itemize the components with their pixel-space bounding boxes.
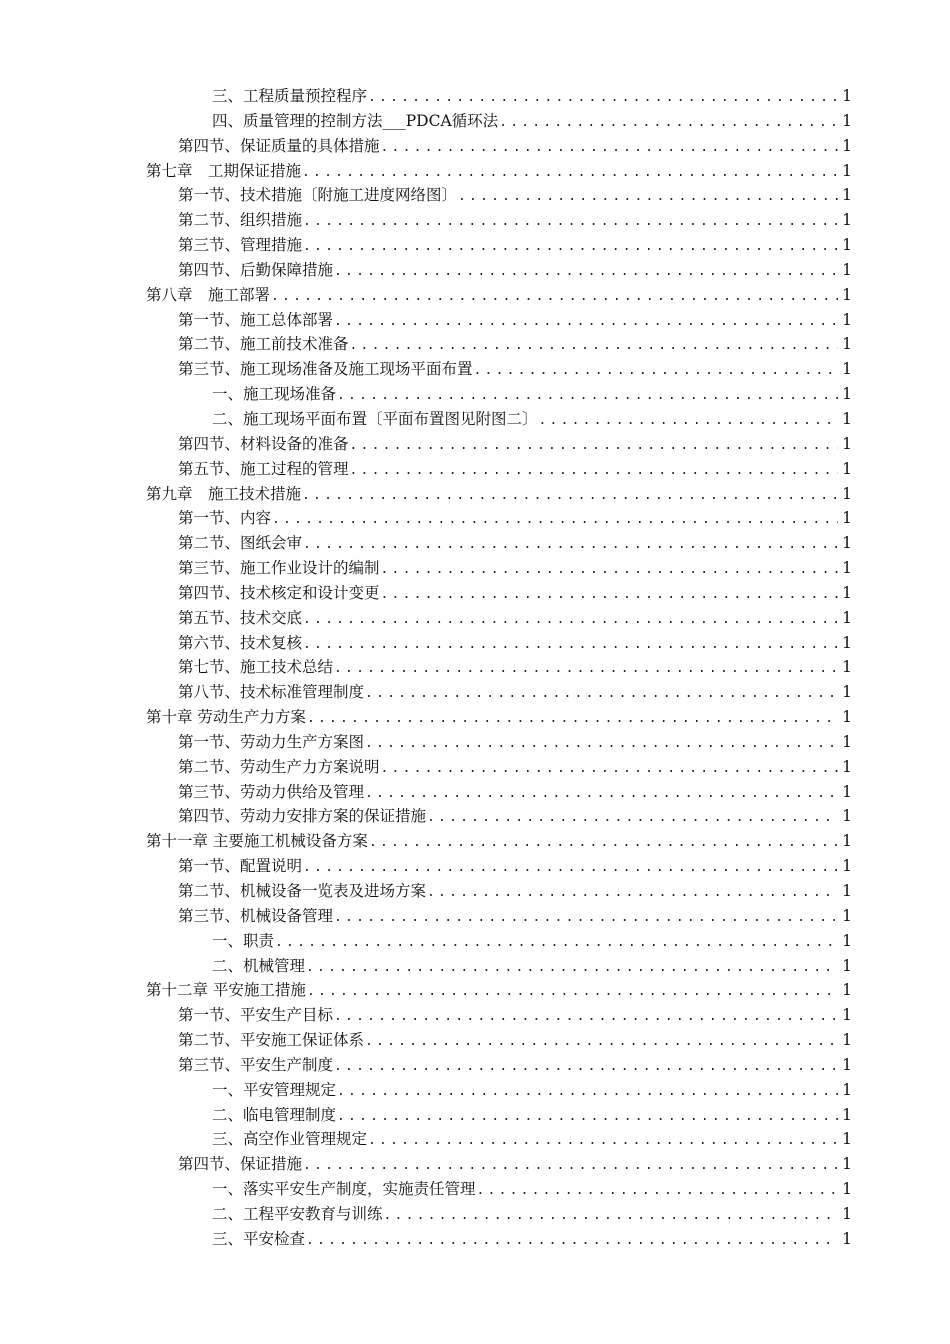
- toc-dot-leader: [337, 1080, 838, 1105]
- toc-entry-title: 一、落实平安生产制度，实施责任管理: [212, 1180, 476, 1199]
- toc-section-entry[interactable]: [146, 308, 852, 333]
- toc-section-entry[interactable]: [146, 183, 852, 208]
- toc-page-number: 1: [842, 782, 852, 801]
- toc-page-number: 1: [842, 732, 852, 751]
- toc-section-entry[interactable]: [146, 680, 852, 705]
- toc-entry-title: 第三节、管理措施: [178, 236, 303, 255]
- toc-chapter-entry[interactable]: [146, 978, 852, 1003]
- toc-page-number: 1: [842, 807, 852, 826]
- toc-entry-title: 第二节、图纸会审: [178, 534, 303, 553]
- toc-page-number: 1: [842, 136, 852, 155]
- toc-entry-title: 第六节、技术复核: [178, 633, 303, 652]
- toc-dot-leader: [271, 285, 838, 310]
- toc-page-number: 1: [842, 832, 852, 851]
- toc-section-entry[interactable]: [146, 631, 852, 656]
- toc-dot-leader: [365, 782, 838, 807]
- toc-page-number: 1: [842, 708, 852, 727]
- toc-page-number: 1: [842, 956, 852, 975]
- toc-entry-title: 第九章 施工技术措施: [146, 484, 302, 503]
- toc-entry-title: 第二节、机械设备一览表及进场方案: [178, 882, 427, 900]
- toc-dot-leader: [384, 1204, 838, 1229]
- toc-dot-leader: [303, 608, 838, 633]
- toc-section-entry[interactable]: [146, 1053, 852, 1078]
- toc-section-entry[interactable]: [146, 233, 852, 258]
- toc-dot-leader: [307, 980, 838, 1005]
- toc-page-number: 1: [842, 285, 852, 304]
- toc-entry-title: 第三节、平安生产制度: [178, 1055, 334, 1074]
- toc-dot-leader: [307, 707, 838, 732]
- toc-page-number: 1: [842, 857, 852, 876]
- toc-entry-title: 第八节、技术标准管理制度: [178, 683, 365, 702]
- toc-chapter-entry[interactable]: [146, 159, 852, 184]
- toc-page-number: 1: [842, 211, 852, 230]
- toc-subsection-entry[interactable]: [146, 1202, 852, 1227]
- toc-entry-title: 第七章 工期保证措施: [146, 161, 302, 180]
- toc-subsection-entry[interactable]: [146, 929, 852, 954]
- toc-dot-leader: [334, 906, 838, 931]
- toc-subsection-entry[interactable]: [146, 407, 852, 432]
- toc-page-number: 1: [842, 385, 852, 404]
- toc-dot-leader: [365, 732, 838, 757]
- toc-section-entry[interactable]: [146, 730, 852, 755]
- toc-entry-title: 第十一章 主要施工机械设备方案: [146, 832, 368, 851]
- toc-entry-title: 第三节、劳动力供给及管理: [178, 782, 365, 801]
- toc-section-entry[interactable]: [146, 432, 852, 457]
- toc-entry-title: 第二节、施工前技术准备: [178, 335, 349, 354]
- toc-section-entry[interactable]: [146, 879, 852, 904]
- toc-dot-leader: [337, 1105, 838, 1130]
- toc-entry-title: 二、工程平安教育与训练: [212, 1204, 383, 1223]
- toc-entry-title: 第十二章 平安施工措施: [146, 981, 306, 1000]
- toc-dot-leader: [381, 136, 838, 161]
- toc-entry-title: 第十章 劳动生产力方案: [146, 708, 306, 727]
- toc-dot-leader: [303, 533, 838, 558]
- toc-entry-title: 四、质量管理的控制方法___PDCA循环法: [212, 111, 499, 130]
- toc-entry-title: 一、平安管理规定: [212, 1080, 337, 1099]
- toc-dot-leader: [427, 881, 838, 906]
- toc-dot-leader: [337, 384, 838, 409]
- toc-dot-leader: [539, 409, 838, 434]
- toc-dot-leader: [474, 359, 838, 384]
- toc-section-entry[interactable]: [146, 581, 852, 606]
- toc-page-number: 1: [842, 1080, 852, 1099]
- toc-section-entry[interactable]: [146, 655, 852, 680]
- toc-entry-title: 第八章 施工部署: [146, 285, 271, 304]
- toc-dot-leader: [334, 1055, 838, 1080]
- toc-entry-title: 三、高空作业管理规定: [212, 1130, 368, 1149]
- toc-page-number: 1: [842, 360, 852, 379]
- toc-page-number: 1: [842, 559, 852, 578]
- toc-entry-title: 一、施工现场准备: [212, 385, 337, 404]
- toc-entry-title: 二、机械管理: [212, 956, 306, 975]
- toc-entry-title: 第四节、材料设备的准备: [178, 434, 349, 453]
- toc-dot-leader: [303, 856, 838, 881]
- toc-section-entry[interactable]: [146, 804, 852, 829]
- toc-dot-leader: [334, 1005, 838, 1030]
- toc-section-entry[interactable]: [146, 755, 852, 780]
- toc-entry-title: 第一节、施工总体部署: [178, 310, 334, 329]
- toc-page-number: 1: [842, 1180, 852, 1199]
- toc-section-entry[interactable]: [146, 780, 852, 805]
- toc-section-entry[interactable]: [146, 208, 852, 233]
- toc-subsection-entry[interactable]: [146, 1078, 852, 1103]
- toc-chapter-entry[interactable]: [146, 829, 852, 854]
- toc-page-number: 1: [842, 931, 852, 950]
- toc-entry-title: 二、临电管理制度: [212, 1105, 337, 1124]
- toc-entry-title: 第五节、技术交底: [178, 608, 303, 627]
- toc-dot-leader: [350, 334, 838, 359]
- toc-dot-leader: [302, 484, 838, 509]
- toc-section-entry[interactable]: [146, 357, 852, 382]
- toc-dot-leader: [303, 210, 838, 235]
- toc-page-number: 1: [842, 161, 852, 180]
- toc-page-number: 1: [842, 409, 852, 428]
- toc-page-number: 1: [842, 534, 852, 553]
- toc-section-entry[interactable]: [146, 332, 852, 357]
- toc-page-number: 1: [842, 335, 852, 354]
- toc-entry-title: 一、职责: [212, 931, 275, 950]
- toc-entry-title: 第三节、施工作业设计的编制: [178, 559, 380, 578]
- toc-section-entry[interactable]: [146, 457, 852, 482]
- toc-dot-leader: [381, 558, 838, 583]
- toc-page-number: 1: [842, 1130, 852, 1149]
- toc-page-number: 1: [842, 1055, 852, 1074]
- toc-page-number: 1: [842, 608, 852, 627]
- toc-entry-title: 第一节、劳动力生产方案图: [178, 732, 365, 751]
- toc-page-number: 1: [842, 434, 852, 453]
- toc-subsection-entry[interactable]: [146, 1127, 852, 1152]
- toc-page-number: 1: [842, 981, 852, 1000]
- toc-section-entry[interactable]: [146, 531, 852, 556]
- toc-dot-leader: [365, 1030, 838, 1055]
- toc-entry-title: 第一节、内容: [178, 509, 272, 528]
- toc-entry-title: 二、施工现场平面布置〔平面布置图见附图二〕: [212, 409, 538, 428]
- toc-chapter-entry[interactable]: [146, 283, 852, 308]
- toc-page-number: 1: [842, 633, 852, 652]
- toc-section-entry[interactable]: [146, 854, 852, 879]
- toc-dot-leader: [350, 434, 838, 459]
- toc-page-number: 1: [842, 683, 852, 702]
- toc-entry-title: 第三节、机械设备管理: [178, 906, 334, 925]
- toc-entry-title: 第四节、保证措施: [178, 1155, 303, 1174]
- toc-entry-title: 第一节、配置说明: [178, 857, 303, 876]
- toc-page-number: 1: [842, 260, 852, 279]
- toc-entry-title: 第三节、施工现场准备及施工现场平面布置: [178, 360, 473, 379]
- toc-dot-leader: [306, 1229, 838, 1254]
- toc-entry-title: 第七节、施工技术总结: [178, 658, 334, 677]
- toc-page-number: 1: [842, 111, 852, 130]
- toc-page-number: 1: [842, 1031, 852, 1050]
- toc-entry-title: 第五节、施工过程的管理: [178, 459, 349, 478]
- toc-page-number: 1: [842, 1006, 852, 1025]
- toc-entry-title: 第四节、后勤保障措施: [178, 260, 334, 279]
- toc-page-number: 1: [842, 1204, 852, 1223]
- toc-dot-leader: [302, 161, 838, 186]
- toc-page-number: 1: [842, 1105, 852, 1124]
- toc-chapter-entry[interactable]: [146, 705, 852, 730]
- toc-page-number: 1: [842, 583, 852, 602]
- toc-page-number: 1: [842, 509, 852, 528]
- toc-dot-leader: [334, 310, 838, 335]
- toc-entry-title: 第二节、组织措施: [178, 211, 303, 230]
- toc-chapter-entry[interactable]: [146, 482, 852, 507]
- toc-section-entry[interactable]: [146, 1028, 852, 1053]
- toc-entry-title: 第四节、技术核定和设计变更: [178, 583, 380, 602]
- toc-subsection-entry[interactable]: [146, 1103, 852, 1128]
- toc-section-entry[interactable]: [146, 556, 852, 581]
- toc-page-number: 1: [842, 1155, 852, 1174]
- toc-section-entry[interactable]: [146, 134, 852, 159]
- toc-page-number: 1: [842, 236, 852, 255]
- toc-dot-leader: [306, 956, 838, 981]
- toc-dot-leader: [381, 583, 838, 608]
- toc-page-number: 1: [842, 757, 852, 776]
- toc-section-entry[interactable]: [146, 1003, 852, 1028]
- toc-section-entry[interactable]: [146, 506, 852, 531]
- toc-dot-leader: [427, 806, 838, 831]
- toc-page-number: 1: [842, 484, 852, 503]
- toc-section-entry[interactable]: [146, 258, 852, 283]
- toc-subsection-entry[interactable]: [146, 84, 852, 109]
- toc-page-number: 1: [842, 186, 852, 205]
- toc-entry-title: 第四节、劳动力安排方案的保证措施: [178, 807, 427, 826]
- toc-page-number: 1: [842, 658, 852, 677]
- toc-dot-leader: [334, 657, 838, 682]
- toc-section-entry[interactable]: [146, 904, 852, 929]
- toc-page-number: 1: [842, 87, 852, 105]
- toc-dot-leader: [303, 235, 838, 260]
- toc-entry-title: 第二节、劳动生产力方案说明: [178, 757, 380, 776]
- toc-page-number: 1: [842, 459, 852, 478]
- toc-dot-leader: [368, 1129, 838, 1154]
- toc-dot-leader: [303, 1154, 838, 1179]
- toc-dot-leader: [499, 111, 838, 136]
- toc-subsection-entry[interactable]: [146, 1227, 852, 1252]
- toc-page-number: 1: [842, 906, 852, 925]
- toc-subsection-entry[interactable]: [146, 1177, 852, 1202]
- toc-entry-title: 第一节、平安生产目标: [178, 1006, 334, 1025]
- toc-page-number: 1: [842, 310, 852, 329]
- toc-entry-title: 第二节、平安施工保证体系: [178, 1031, 365, 1050]
- toc-page-number: 1: [842, 882, 852, 900]
- toc-section-entry[interactable]: [146, 606, 852, 631]
- toc-dot-leader: [477, 1179, 838, 1204]
- toc-subsection-entry[interactable]: [146, 954, 852, 979]
- toc-entry-title: 三、平安检查: [212, 1229, 306, 1248]
- toc-dot-leader: [303, 633, 838, 658]
- toc-dot-leader: [381, 757, 838, 782]
- toc-entry-title: 三、工程质量预控程序: [212, 87, 368, 105]
- toc-dot-leader: [272, 508, 838, 533]
- toc-page-number: 1: [842, 1229, 852, 1248]
- toc-subsection-entry[interactable]: [146, 382, 852, 407]
- toc-dot-leader: [365, 682, 838, 707]
- toc-subsection-entry[interactable]: [146, 109, 852, 134]
- toc-dot-leader: [368, 86, 838, 111]
- toc-dot-leader: [458, 185, 838, 210]
- toc-section-entry[interactable]: [146, 1152, 852, 1177]
- toc-dot-leader: [275, 931, 838, 956]
- toc-entry-title: 第一节、技术措施〔附施工进度网络图〕: [178, 186, 458, 205]
- toc-dot-leader: [350, 459, 838, 484]
- toc-dot-leader: [369, 831, 838, 856]
- toc-dot-leader: [334, 260, 838, 285]
- toc-entry-title: 第四节、保证质量的具体措施: [178, 136, 380, 155]
- table-of-contents: [146, 84, 852, 1252]
